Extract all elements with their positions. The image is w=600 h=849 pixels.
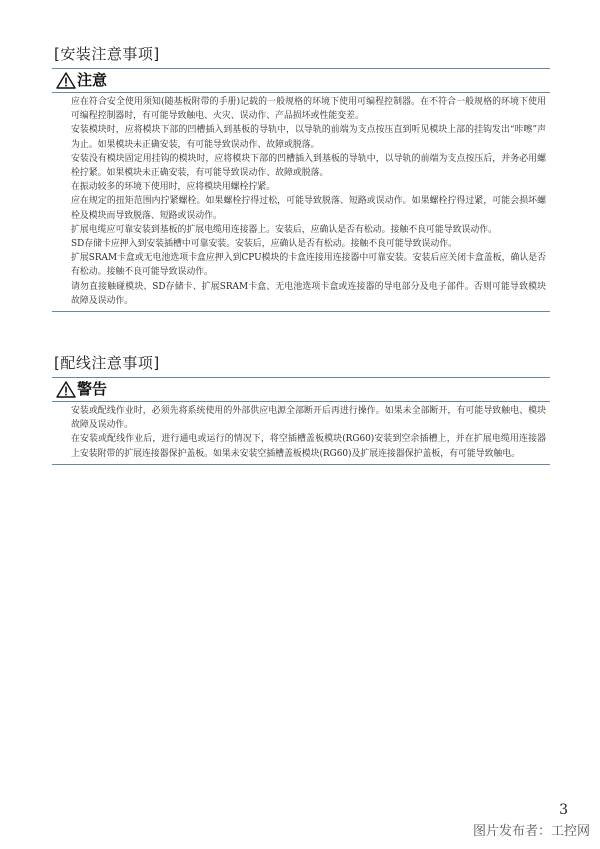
warning-label: 警告 xyxy=(77,380,108,398)
caution-paragraph: 扩展SRAM卡盒或无电池选项卡盒应押入到CPU模块的卡盒连接用连接器中可靠安装。安装后应关闭卡盒盖板，确认是否有松动。接触不良可能导致误动作。 xyxy=(71,253,546,278)
caution-paragraph: 安装模块时，应将模块下部的凹槽插入到基板的导轨中，以导轨的前端为支点按压直到听见模块上部的挂钩发出“咔嚓”声为止。如果模块未正确安装，有可能导致误动作、故障或脱落。 xyxy=(71,125,546,150)
caution-paragraph: 应在规定的扭矩范围内拧紧螺栓。如果螺栓拧得过松，可能导致脱落、短路或误动作。如果螺栓拧得过紧，可能会损坏螺栓及模块而导致脱落、短路或误动作。 xyxy=(71,196,546,221)
caution-paragraph: 扩展电缆应可靠安装到基板的扩展电缆用连接器上。安装后，应确认是否有松动。接触不良可能导致误动作。 xyxy=(71,224,497,235)
caution-paragraph: SD存储卡应押入到安装插槽中可靠安装。安装后，应确认是否有松动。接触不良可能导致误动作。 xyxy=(71,239,457,250)
caution-label: 注意 xyxy=(77,71,108,89)
watermark-credit: 图片发布者：工控网 xyxy=(472,824,590,839)
warning-triangle-icon xyxy=(56,381,76,398)
warning-header xyxy=(52,378,550,400)
alert-bottom-divider xyxy=(52,311,550,312)
warning-triangle-icon xyxy=(56,72,76,89)
caution-body xyxy=(52,93,550,311)
wiring-precautions-section xyxy=(52,353,550,465)
installation-precautions-section xyxy=(52,44,550,312)
warning-paragraph: 安装或配线作业时，必须先将系统使用的外部供应电源全部断开后再进行操作。如果未全部断开，有可能导致触电、模块故障及误动作。 xyxy=(71,406,546,431)
section-title: [安装注意事项] xyxy=(54,45,160,63)
warning-body xyxy=(52,402,550,464)
caution-paragraph: 在振动较多的环境下使用时，应将模块用螺栓拧紧。 xyxy=(71,182,276,193)
caution-paragraph: 安装没有模块固定用挂钩的模块时，应将模块下部的凹槽插入到基板的导轨中，以导轨的前端为支点按压后，并务必用螺栓拧紧。如果模块未正确安装，有可能导致误动作、故障或脱落。 xyxy=(71,153,546,179)
caution-paragraph: 应在符合安全使用须知(随基板附带的手册)记载的一般规格的环境下使用可编程控制器。在不符合一般规格的环境下使用可编程控制器时，有可能导致触电、火灾、误动作、产品损坏或性能变差。 xyxy=(71,97,546,122)
caution-paragraph: 请勿直接触碰模块、SD存储卡、扩展SRAM卡盒、无电池选项卡盒或连接器的导电部分及电子部件。否则可能导致模块故障及误动作。 xyxy=(71,281,546,306)
warning-paragraph: 在安装或配线作业后，进行通电或运行的情况下，将空插槽盖板模块(RG60)安装到空余插槽上，并在扩展电缆用连接器上安装附带的扩展连接器保护盖板。如果未安装空插槽盖板模块(RG60)及扩展连接器保护盖板，有可能导致触电。 xyxy=(71,434,546,459)
alert-bottom-divider xyxy=(52,464,550,465)
page-number: 3 xyxy=(559,802,568,818)
caution-header xyxy=(52,69,550,91)
section-title: [配线注意事项] xyxy=(54,354,160,372)
